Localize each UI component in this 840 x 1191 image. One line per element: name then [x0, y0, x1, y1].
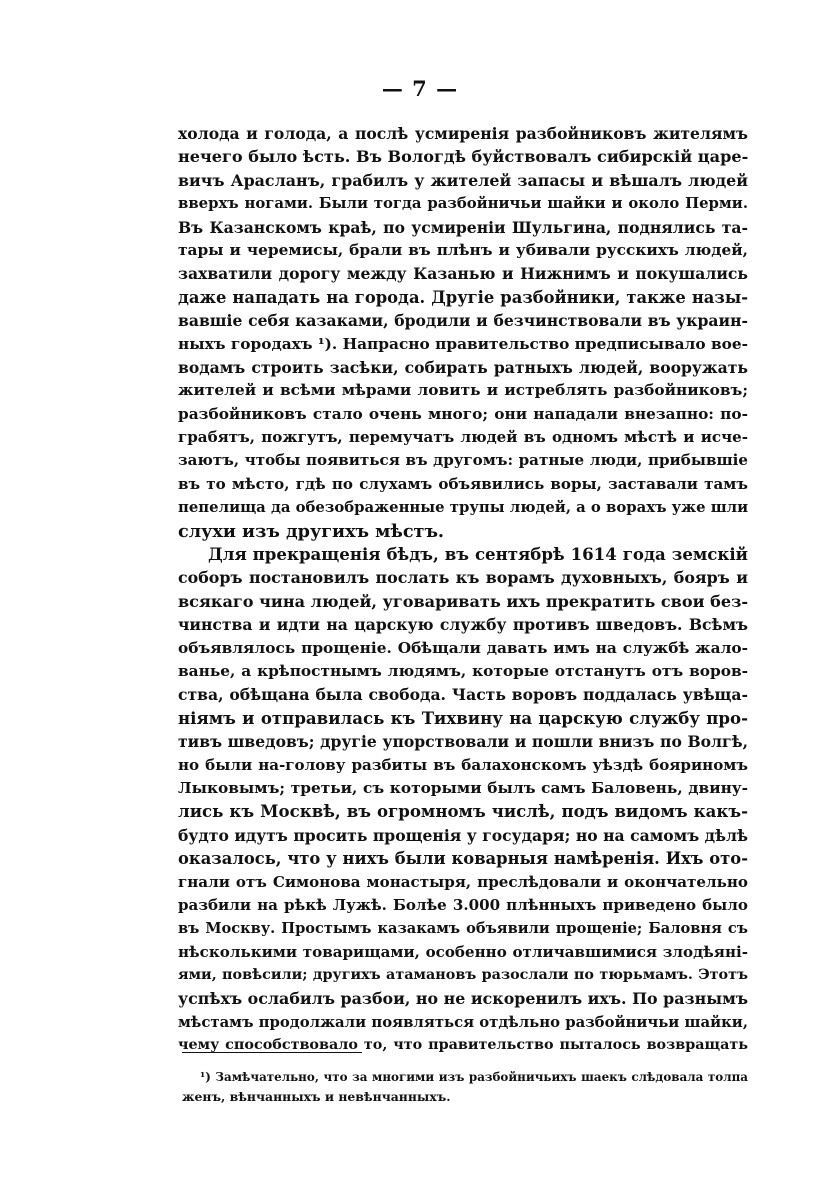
text-line: ства, обѣщана была свобода. Часть воровъ поддалась увѣща-: [178, 685, 748, 705]
text-line: вавшіе себя казаками, бродили и безчинствовали въ украин-: [178, 311, 748, 331]
text-line: въ то мѣсто, гдѣ по слухамъ объявились воры, заставали тамъ: [178, 474, 748, 493]
text-line: гнали отъ Симонова монастыря, преслѣдовали и окончательно: [178, 872, 748, 891]
text-line: нечего было ѣсть. Въ Вологдѣ буйствовалъ сибирскій царе-: [178, 147, 748, 167]
text-line: ями, повѣсили; другихъ атамановъ разослали по тюрьмамъ. Этотъ: [178, 967, 748, 984]
text-line: но были на-голову разбиты въ балахонскомъ уѣздѣ бояриномъ: [178, 755, 748, 774]
text-line: даже нападать на города. Другіе разбойники, также назы-: [178, 287, 748, 307]
text-line: тары и черемисы, брали въ плѣнъ и убивали русскихъ людей,: [178, 240, 748, 259]
text-line: соборъ постановилъ послать къ ворамъ духовныхъ, бояръ и: [178, 568, 748, 588]
text-line: оказалось, что у нихъ были коварныя намѣренія. Ихъ ото-: [178, 849, 748, 869]
text-line: заютъ, чтобы появиться въ другомъ: ратные люди, прибывшіе: [178, 451, 748, 470]
text-line: холода и голода, а послѣ усмиренія разбойниковъ жителямъ: [178, 124, 748, 143]
footnote-divider: [182, 1052, 362, 1053]
text-line: нѣсколькими товарищами, особенно отличавшимися злодѣяні-: [178, 942, 748, 961]
text-line: чинства и идти на царскую службу противъ шведовъ. Всѣмъ: [178, 615, 748, 635]
text-line: чему способствовало то, что правительство пыталось возвращать: [178, 1037, 748, 1054]
text-line: тивъ шведовъ; другіе упорствовали и пошли внизъ по Волгѣ,: [178, 732, 748, 752]
text-line: вичъ Арасланъ, грабилъ у жителей запасы и вѣшалъ людей: [178, 170, 748, 190]
text-line: Въ Казанскомъ краѣ, по усмиреніи Шульгина, поднялись та-: [178, 217, 748, 237]
text-line: въ Москву. Простымъ казакамъ объявили прощеніе; Баловня съ: [178, 920, 748, 938]
text-line: пепелища да обезображенные трупы людей, а о ворахъ уже шли: [178, 498, 748, 517]
text-line: слухи изъ другихъ мѣстъ.: [178, 520, 445, 542]
text-line: ванье, а крѣпостнымъ людямъ, которые отстанутъ отъ воров-: [178, 661, 748, 680]
text-line: будто идутъ просить прощенія у государя; но на самомъ дѣлѣ: [178, 825, 748, 845]
text-line: захватили дорогу между Казанью и Нижнимъ и покушались: [178, 264, 748, 284]
page-number: — 7 —: [381, 76, 459, 101]
text-line: водамъ строить засѣки, собирать ратныхъ людей, вооружать: [178, 357, 748, 377]
footnote-line: ¹) Замѣчательно, что за многими изъ разбойничьихъ шаекъ слѣдовала толпа: [200, 1070, 748, 1084]
main-text: [178, 122, 748, 1058]
text-line: вверхъ ногами. Были тогда разбойничьи шайки и около Перми.: [178, 194, 748, 213]
text-line: Для прекращенія бѣдъ, въ сентябрѣ 1614 года земскій: [208, 544, 748, 565]
text-line: разбойниковъ стало очень много; они нападали внезапно: по-: [178, 404, 748, 423]
footnotes: [182, 1068, 748, 1106]
text-line: лись къ Москвѣ, въ огромномъ числѣ, подъ видомъ какъ-: [178, 801, 748, 822]
text-line: всякаго чина людей, уговаривать ихъ прекратить свои без-: [178, 591, 748, 611]
text-line: успѣхъ ослабилъ разбои, но не искоренилъ ихъ. По разнымъ: [178, 989, 748, 1009]
text-line: мѣстамъ продолжали появляться отдѣльно разбойничьи шайки,: [178, 1012, 748, 1031]
text-line: ныхъ городахъ ¹). Напрасно правительство предписывало вое-: [178, 334, 748, 353]
text-line: Лыковымъ; третьи, съ которыми былъ самъ Баловень, двину-: [178, 778, 748, 797]
footnote-line: женъ, вѣнчанныхъ и невѣнчанныхъ.: [182, 1089, 451, 1104]
text-line: грабятъ, пожгутъ, перемучатъ людей въ одномъ мѣстѣ и исче-: [178, 428, 748, 447]
text-line: разбили на рѣкѣ Лужѣ. Болѣе 3.000 плѣнныхъ приведено было: [178, 895, 748, 914]
text-line: ніямъ и отправилась къ Тихвину на царскую службу про-: [178, 707, 748, 728]
text-line: объявлялось прощеніе. Обѣщали давать имъ на службѣ жало-: [178, 638, 748, 657]
text-line: жителей и всѣми мѣрами ловить и истреблять разбойниковъ;: [178, 381, 748, 400]
